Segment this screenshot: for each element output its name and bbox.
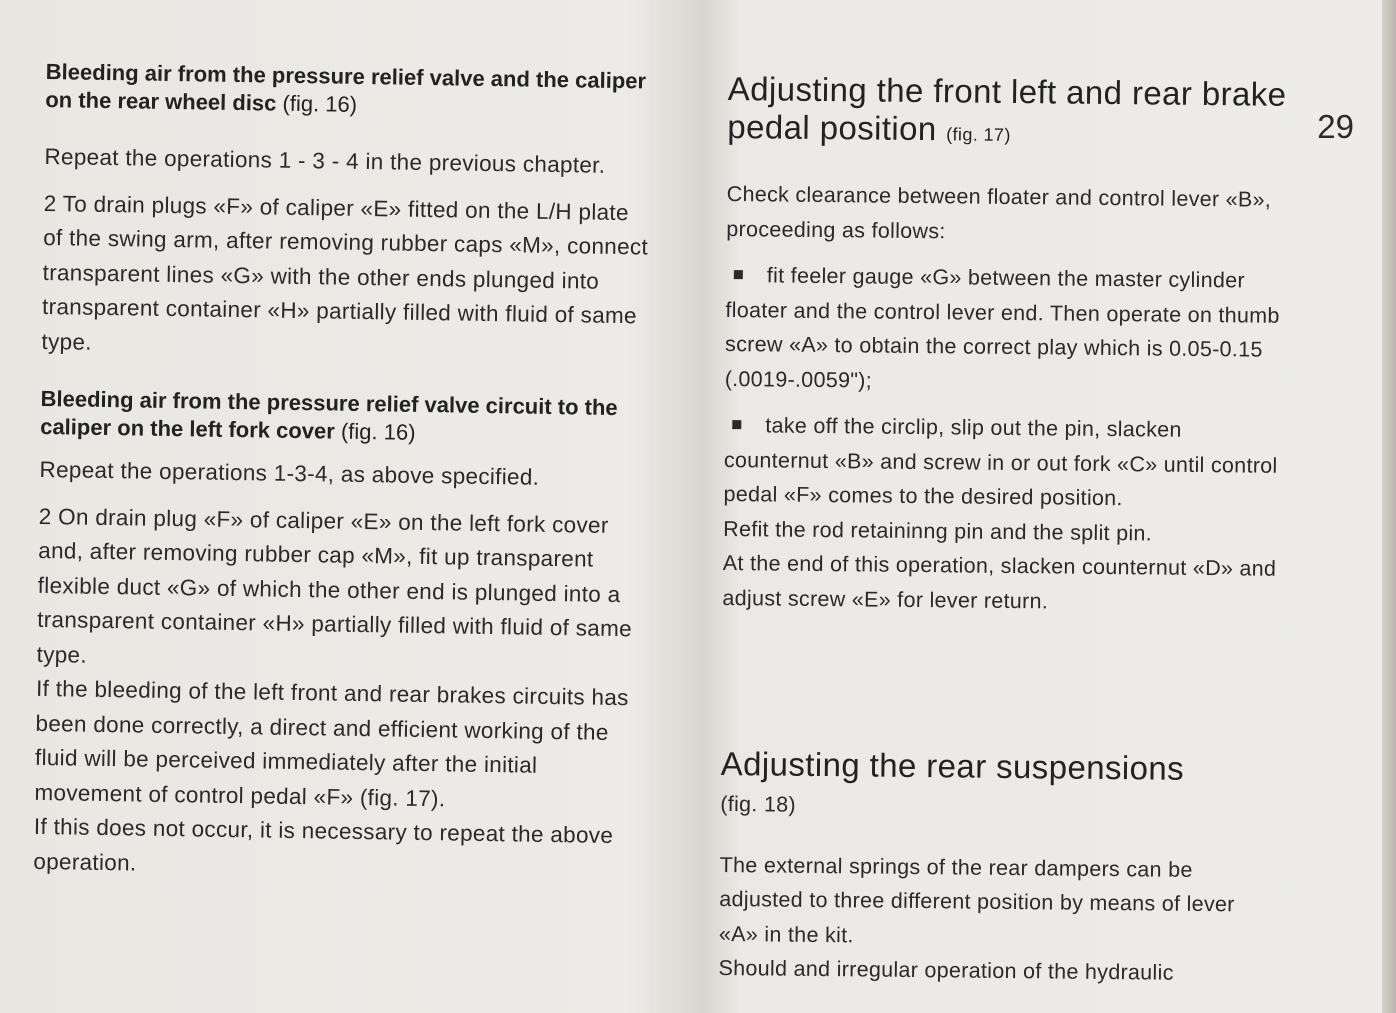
bullet-item: take off the circlip, slip out the pin, slacken counternut «B» and screw in or out fork «C» until control pedal «F» comes to the desired position. [723, 413, 1278, 511]
square-bullet-icon [732, 420, 741, 429]
page-number: 29 [1317, 108, 1354, 145]
section-heading-left-fork: Bleeding air from the pressure relief valve circuit to the caliper on the left fork cover (fig. 16) [40, 385, 618, 445]
paragraph: 2 On drain plug «F» of caliper «E» on the left fork cover and, after removing rubber cap «M», fit up transparent flexible duct «G» of which the other end is plunged into a transparent container «H» partially filled with fluid of same type. [36, 503, 633, 668]
section-heading-brake-pedal: Adjusting the front left and rear brake pedal position (fig. 17) [727, 70, 1287, 148]
figure-ref: (fig. 16) [340, 418, 416, 445]
paragraph: If this does not occur, it is necessary to repeat the above operation. [33, 813, 614, 876]
figure-ref: (fig. 16) [282, 90, 358, 117]
bullet-item: fit feeler gauge «G» between the master cylinder floater and the control lever end. Then operate on thumb screw «A» to obtain the correct play which is 0.05-0.15 (.0019-.0059"); [724, 263, 1280, 393]
figure-ref: (fig. 17) [946, 124, 1011, 145]
figure-ref: (fig. 18) [720, 791, 797, 817]
section-heading-rear-suspensions: Adjusting the rear suspensions [720, 744, 1185, 787]
paragraph: At the end of this operation, slacken counternut «D» and adjust screw «E» for lever return. [722, 550, 1277, 613]
paragraph: Refit the rod retaininng pin and the split pin. [723, 516, 1153, 545]
paragraph: If the bleeding of the left front and rear brakes circuits has been done correctly, a direct and efficient working of the fluid will be perceived immediately after the initial movement of control pedal «F» (fig. 17). [34, 675, 629, 811]
right-page [718, 70, 1288, 991]
paragraph: Check clearance between floater and control lever «B», proceeding as follows: [726, 181, 1272, 243]
left-page [33, 58, 651, 888]
paragraph: 2 To drain plugs «F» of caliper «E» fitted on the L/H plate of the swing arm, after removing rubber caps «M», connect transparent lines «G» with the other ends plunged into transparent container «H» partially filled with fluid of same type. [41, 190, 649, 355]
section-heading-rear-disc: Bleeding air from the pressure relief valve and the caliper on the rear wheel disc (fig. 16) [45, 58, 647, 117]
paragraph: Should and irregular operation of the hydraulic [718, 955, 1174, 985]
paragraph: The external springs of the rear dampers can be adjusted to three different position by means of lever «A» in the kit. [718, 852, 1235, 947]
paragraph: Repeat the operations 1 - 3 - 4 in the previous chapter. [44, 143, 606, 178]
paragraph: Repeat the operations 1-3-4, as above specified. [39, 456, 540, 490]
page-edge [1382, 0, 1396, 1013]
square-bullet-icon [734, 270, 743, 279]
